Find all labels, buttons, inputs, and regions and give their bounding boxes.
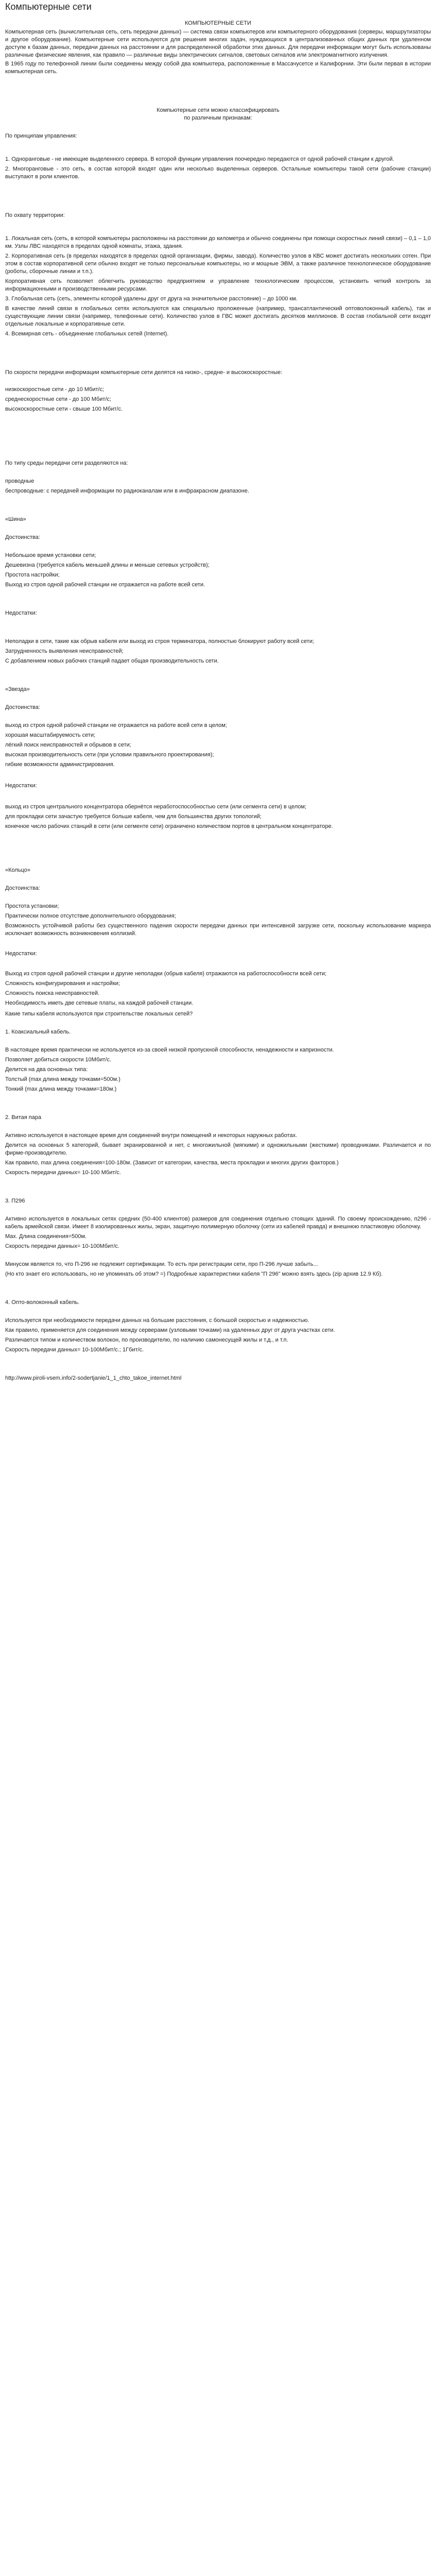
document-heading: КОМПЬЮТЕРНЫЕ СЕТИ xyxy=(185,20,251,26)
cable-text: Max. Длина соединения=500м. xyxy=(5,1233,87,1240)
list-item: Затрудненность выявления неисправностей; xyxy=(5,648,124,654)
list-item: Сложность поиска неисправностей. xyxy=(5,990,100,996)
pros-title: Достоинства: xyxy=(5,885,40,891)
classification-heading xyxy=(5,107,431,122)
list-item: Дешевизна (требуется кабель меньшей длины и меньше сетевых устройств); xyxy=(5,562,210,568)
cable-text: Используется при необходимости передачи данных на большие расстояния, с большой скоростью и надежностью. xyxy=(5,1317,309,1324)
list-item: конечное число рабочих станций в сети (или сегменте сети) ограничено количеством портов в центральном концентраторе. xyxy=(5,823,333,829)
list-item: С добавлением новых рабочих станций падает общая производительность сети. xyxy=(5,658,219,664)
list-item: Простота настройки; xyxy=(5,572,60,578)
pros-title: Достоинства: xyxy=(5,534,40,540)
section-by-territory xyxy=(5,212,431,338)
topology-name: «Кольцо» xyxy=(5,867,30,873)
list-item: высокоскоростные сети - свыше 100 Мбит/с. xyxy=(5,406,123,412)
list-item: 3. Глобальная сеть (сеть, элементы которой удалены друг от друга на значительное расстояние) – до 1000 км. xyxy=(5,296,298,302)
list-item: Практически полное отсутствие дополнительного оборудования; xyxy=(5,913,176,919)
list-item: Небольшое время установки сети; xyxy=(5,552,96,558)
cable-text: В настоящее время практически не используется из-за своей низкой пропускной способности, ненадежности и капризности. xyxy=(5,1047,334,1053)
cable-text: Различается типом и количеством волокон, по производителю, по наличию самонесущей жилы и т.д., и т.п. xyxy=(5,1337,288,1343)
topology-ring xyxy=(5,867,431,1007)
list-item: высокая производительность сети (при условии правильного проектирования); xyxy=(5,752,214,758)
cable-name: 4. Опто-волоконный кабель. xyxy=(5,1299,80,1306)
section-title: По охвату территории: xyxy=(5,212,65,218)
cable-text: Активно используется в настоящее время для соединений внутри помещений и некоторых наружных работах. xyxy=(5,1132,298,1139)
cons-title: Недостатки: xyxy=(5,783,37,789)
cables-title: Какие типы кабеля используются при строительстве локальных сетей? xyxy=(5,1011,193,1017)
list-item: беспроводные: с передачей информации по радиоканалам или в инфракрасном диапазоне. xyxy=(5,488,250,494)
cable-text: (Но кто знает его использовать, но не упоминать об этом? =) Подробные характеристики кабеля "П 296" можно взять здесь (zip архив 12.9 Кб). xyxy=(5,1271,383,1277)
cable-text: Минусом является то, что П-296 не подлежит сертификации. То есть при регистрации сети, про П-296 лучше забыть... xyxy=(5,1261,318,1267)
cable-text: Активно используется в локальных сетях средних (50-400 клиентов) размеров для соединения отдельно стоящих зданий. По своему происхождению, п296 - кабель армейской связи. Имеет 8 изолированных жилы, экран, защитную полимерную оболочку (сети из кабелей правда) и внешнюю пластиковую оболочку. xyxy=(5,1216,431,1230)
cable-text: Делится на основных 5 категорий, бывает экранированной и нет, с многожильной (мягкими) и одножильными (жесткими) проводниками. Различается и по фирме-производителю. xyxy=(5,1142,431,1156)
topology-name: «Звезда» xyxy=(5,686,30,692)
section-by-speed xyxy=(5,369,431,413)
list-item: Выход из строя одной рабочей станции не отражается на работе всей сети. xyxy=(5,582,205,588)
list-item: проводные xyxy=(5,478,34,484)
section-title: По принципам управления: xyxy=(5,133,77,139)
cable-fiber-optic xyxy=(5,1299,431,1354)
cable-p296 xyxy=(5,1197,431,1278)
cable-text: Тонкий (max длина между точками=180м.) xyxy=(5,1086,117,1092)
list-item: хорошая масштабируемость сети; xyxy=(5,732,96,738)
cable-twisted-pair xyxy=(5,1114,431,1177)
cable-name: 2. Витая пара xyxy=(5,1114,42,1121)
intro-section xyxy=(5,28,431,76)
cable-text: Как правило, применяется для соединения между серверами (узловыми точками) на удаленных друг от друга участках сети. xyxy=(5,1327,335,1333)
list-item: 1. Одноранговые - не имеющие выделенного сервера. В которой функции управления поочередно передаются от одной рабочей станции к другой. xyxy=(5,156,394,162)
list-item: Необходимость иметь две сетевые платы, на каждой рабочей станции. xyxy=(5,1000,194,1006)
cable-text: Делится на два основных типа: xyxy=(5,1066,88,1073)
section-title: По типу среды передачи сети разделяются на: xyxy=(5,460,128,466)
list-item: Возможность устойчивой работы без существенного падения скорости передачи данных при интенсивной загрузке сети, поскольку использование маркера исключает возможность возникновения коллизий. xyxy=(5,923,431,937)
list-item: 1. Локальная сеть (сеть, в которой компьютеры расположены на расстоянии до километра и обычно соединены при помощи скоростных линий связи) – 0,1 – 1,0 км. Узлы ЛВС находятся в пределах одной комнаты, этажа, здания. xyxy=(5,235,431,249)
cable-text: Скорость передачи данных= 10-100 Мбит/с. xyxy=(5,1170,121,1176)
cable-text: Как правило, max длина соединения=100-180м. (Зависит от категории, качества, места прокладки и многих других факторов.) xyxy=(5,1160,339,1166)
list-item: для прокладки сети зачастую требуется больше кабеля, чем для большинства других топологий; xyxy=(5,814,261,820)
cable-text: Позволяет добиться скорости 10Мбит/с. xyxy=(5,1057,112,1063)
section-by-medium xyxy=(5,460,431,495)
topology-bus xyxy=(5,516,431,665)
list-item: 2. Многоранговые - это сеть, в состав которой входят один или несколько выделенных серверов. Остальные компьютеры такой сети (рабочие станции) выступают в роли клиентов. xyxy=(5,166,431,180)
intro-paragraph: В 1965 году по телефонной линии были соединены между собой два компьютера, расположенные в Массачусетсе и Калифорнии. Эти были первая в истории компьютерная сеть. xyxy=(5,61,431,75)
cable-name: 3. П296 xyxy=(5,1198,25,1204)
list-item: лёгкий поиск неисправностей и обрывов в сети; xyxy=(5,742,131,748)
list-item: выход из строя центрального концентратора обернётся неработоспособностью сети (или сегмента сети) в целом; xyxy=(5,804,307,810)
footer-source-link[interactable] xyxy=(5,1375,431,1382)
list-item: среднескоростные сети - до 100 Мбит/с; xyxy=(5,396,112,402)
section-title: По скорости передачи информации компьютерные сети делятся на низко-, средне- и высокоскоростные: xyxy=(5,369,283,376)
list-item: низкоскоростные сети - до 10 Мбит/с; xyxy=(5,386,104,393)
list-item: Выход из строя одной рабочей станции и другие неполадки (обрыв кабеля) отражаются на работоспособности всей сети; xyxy=(5,971,327,977)
cable-text: Скорость передачи данных= 10-100Мбит/с. xyxy=(5,1243,119,1249)
cable-text: Толстый (max длина между точками=500м.) xyxy=(5,1076,120,1082)
cable-name: 1. Коаксиальный кабель. xyxy=(5,1029,71,1035)
list-item: гибкие возможности администрирования. xyxy=(5,761,115,768)
topology-name: «Шина» xyxy=(5,516,26,522)
list-item: 4. Всемирная сеть - объединение глобальных сетей (Internet). xyxy=(5,331,169,337)
list-item: выход из строя одной рабочей станции не отражается на работе всей сети в целом; xyxy=(5,722,227,728)
cons-title: Недостатки: xyxy=(5,951,37,957)
classification-heading-line: Компьютерные сети можно классифицировать xyxy=(156,107,280,113)
classification-heading-line: по различным признакам: xyxy=(184,115,252,121)
list-item: Сложность конфигурирования и настройки; xyxy=(5,980,120,987)
topology-star xyxy=(5,686,431,831)
cons-title: Недостатки: xyxy=(5,610,37,616)
pros-title: Достоинства: xyxy=(5,704,40,710)
list-item: 2. Корпоративная сеть (в пределах находятся в пределах одной организации, фирмы, завода). Количество узлов в КВС может достигать нескольких сотен. При этом в состав корпоративной сети обычно входят не только персональные компьютеры, но и мощные ЭВМ, а также различное технологическое оборудование (роботы, сборочные линии и т.п.). xyxy=(5,253,431,275)
list-item: В качестве линий связи в глобальных сетях используются как специально проложенные (например, трансатлантический оптоволоконный кабель), так и существующие линии связи (например, телефонные сети). Количество узлов в ГВС может достигать десятков миллионов. В состав глобальной сети входят отдельные локальные и корпоративные сети. xyxy=(5,306,431,327)
source-url-link[interactable]: http://www.piroli-vsem.info/2-sodertjanie/1_1_chto_takoe_internet.html xyxy=(5,1375,182,1381)
cable-coaxial xyxy=(5,1028,431,1093)
document-page xyxy=(0,1,436,1382)
intro-paragraph: Компьютерная сеть (вычислительная сеть, сеть передачи данных) — система связи компьютеров или компьютерного оборудования (серверы, маршрутизаторы и другое оборудование). Компьютерные сети используются для решения многих задач, нуждающихся в централизованных общих данных при удаленном доступе к базам данных, передачи данных на расстоянии и для распределенной обработки этих данных. Для передачи информации могут быть использованы различные физические явления, как правило — различные виды электрических сигналов, световых сигналов или электромагнитного излучения. xyxy=(5,29,431,58)
page-title: Компьютерные сети xyxy=(5,2,92,12)
list-item: Простота установки; xyxy=(5,903,59,909)
section-by-management xyxy=(5,132,431,181)
list-item: Неполадки в сети, такие как обрыв кабеля или выход из строя терминатора, полностью блокируют работу всей сети; xyxy=(5,638,315,645)
list-item: Корпоративная сеть позволяет облегчить руководство предприятием и управление технологическим процессом, установить четкий контроль за информационными и производственными ресурсами. xyxy=(5,278,431,292)
cable-text: Скорость передачи данных= 10-100Мбит/с.; 1Гбит/с. xyxy=(5,1347,144,1353)
